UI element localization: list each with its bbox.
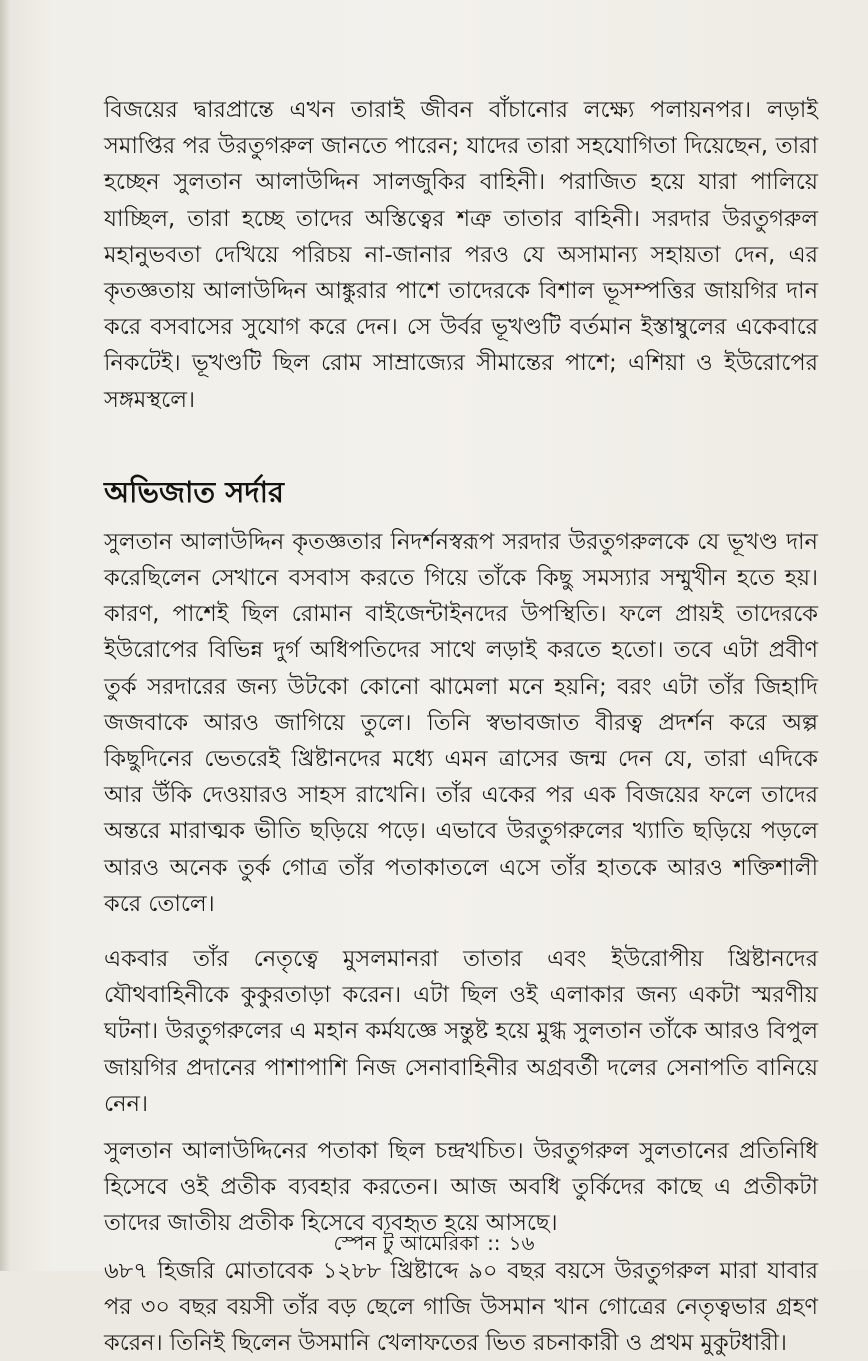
page-body [104, 92, 818, 1361]
footer-page-number: ১৬ [508, 1231, 535, 1255]
section-heading: অভিজাত সর্দার [104, 474, 284, 509]
paragraph: সুলতান আলাউদ্দিন কৃতজ্ঞতার নিদর্শনস্বরূপ সরদার উরতুগরুলকে যে ভূখণ্ড দান করেছিলেন সেখানে বসবাস করতে গিয়ে তাঁকে কিছু সমস্যার সম্মুখীন হতে হয়। কারণ, পাশেই ছিল রোমান বাইজেন্টাইনদের উপস্থিতি। ফলে প্রায়ই তাদেরকে ইউরোপের বিভিন্ন দুর্গ অধিপতিদের সাথে লড়াই করতে হতো। তবে এটা প্রবীণ তুর্ক সরদারের জন্য উটকো কোনো ঝামেলা মনে হয়নি; বরং এটা তাঁর জিহাদি জজবাকে আরও জাগিয়ে তুলে। তিনি স্বভাবজাত বীরত্ব প্রদর্শন করে অল্প কিছুদিনের ভেতরেই খ্রিষ্টানদের মধ্যে এমন ত্রাসের জন্ম দেন যে, তারা এদিকে আর উঁকি দেওয়ারও সাহস রাখেনি। তাঁর একের পর এক বিজয়ের ফলে তাদের অন্তরে মারাত্মক ভীতি ছড়িয়ে পড়ে। এভাবে উরতুগরুলের খ্যাতি ছড়িয়ে পড়লে আরও অনেক তুর্ক গোত্র তাঁর পতাকাতলে এসে তাঁর হাতকে আরও শক্তিশালী করে তোলে। [104, 528, 818, 917]
footer-separator: :: [487, 1231, 501, 1255]
page-footer [0, 1228, 868, 1258]
paragraph-intro: বিজয়ের দ্বারপ্রান্তে এখন তারাই জীবন বাঁচানোর লক্ষ্যে পলায়নপর। লড়াই সমাপ্তির পর উরতুগরুল জানতে পারেন; যাদের তারা সহযোগিতা দিয়েছেন, তারা হচ্ছেন সুলতান আলাউদ্দিন সালজুকির বাহিনী। পরাজিত হয়ে যারা পালিয়ে যাচ্ছিল, তারা হচ্ছে তাদের অস্তিত্বের শত্রু তাতার বাহিনী। সরদার উরতুগরুল মহানুভবতা দেখিয়ে পরিচয় না-জানার পরও যে অসামান্য সহায়তা দেন, এর কৃতজ্ঞতায় আলাউদ্দিন আঙ্কুরার পাশে তাদেরকে বিশাল ভূসম্পত্তির জায়গির দান করে বসবাসের সুযোগ করে দেন। সে উর্বর ভূখণ্ডটি বর্তমান ইস্তাম্বুলের একেবারে নিকটেই। ভূখণ্ডটি ছিল রোম সাম্রাজ্যের সীমান্তের পাশে; এশিয়া ও ইউরোপের সঙ্গমস্থলে। [104, 97, 818, 413]
paragraph: সুলতান আলাউদ্দিনের পতাকা ছিল চন্দ্রখচিত। উরতুগরুল সুলতানের প্রতিনিধি হিসেবে ওই প্রতীক ব্যবহার করতেন। আজ অবধি তুর্কিদের কাছে এ প্রতীকটা তাদের জাতীয় প্রতীক হিসেবে ব্যবহৃত হয়ে আসছে। [104, 1138, 818, 1237]
paragraph: ৬৮৭ হিজরি মোতাবেক ১২৮৮ খ্রিষ্টাব্দে ৯০ বছর বয়সে উরতুগরুল মারা যাবার পর ৩০ বছর বয়সী তাঁর বড় ছেলে গাজি উসমান খান গোত্রের নেতৃত্বভার গ্রহণ করেন। তিনিই ছিলেন উসমানি খেলাফতের ভিত রচনাকারী ও প্রথম মুকুটধারী। [104, 1257, 818, 1357]
footer-book-title: স্পেন টু আমেরিকা [333, 1231, 480, 1255]
paragraph: একবার তাঁর নেতৃত্বে মুসলমানরা তাতার এবং ইউরোপীয় খ্রিষ্টানদের যৌথবাহিনীকে কুকুরতাড়া করেন। এটা ছিল ওই এলাকার জন্য একটা স্মরণীয় ঘটনা। উরতুগরুলের এ মহান কর্মযজ্ঞে সন্তুষ্ট হয়ে মুগ্ধ সুলতান তাঁকে আরও বিপুল জায়গির প্রদানের পাশাপাশি নিজ সেনাবাহিনীর অগ্রবর্তী দলের সেনাপতি বানিয়ে নেন। [104, 946, 818, 1117]
page-gutter-shadow [0, 0, 10, 1271]
